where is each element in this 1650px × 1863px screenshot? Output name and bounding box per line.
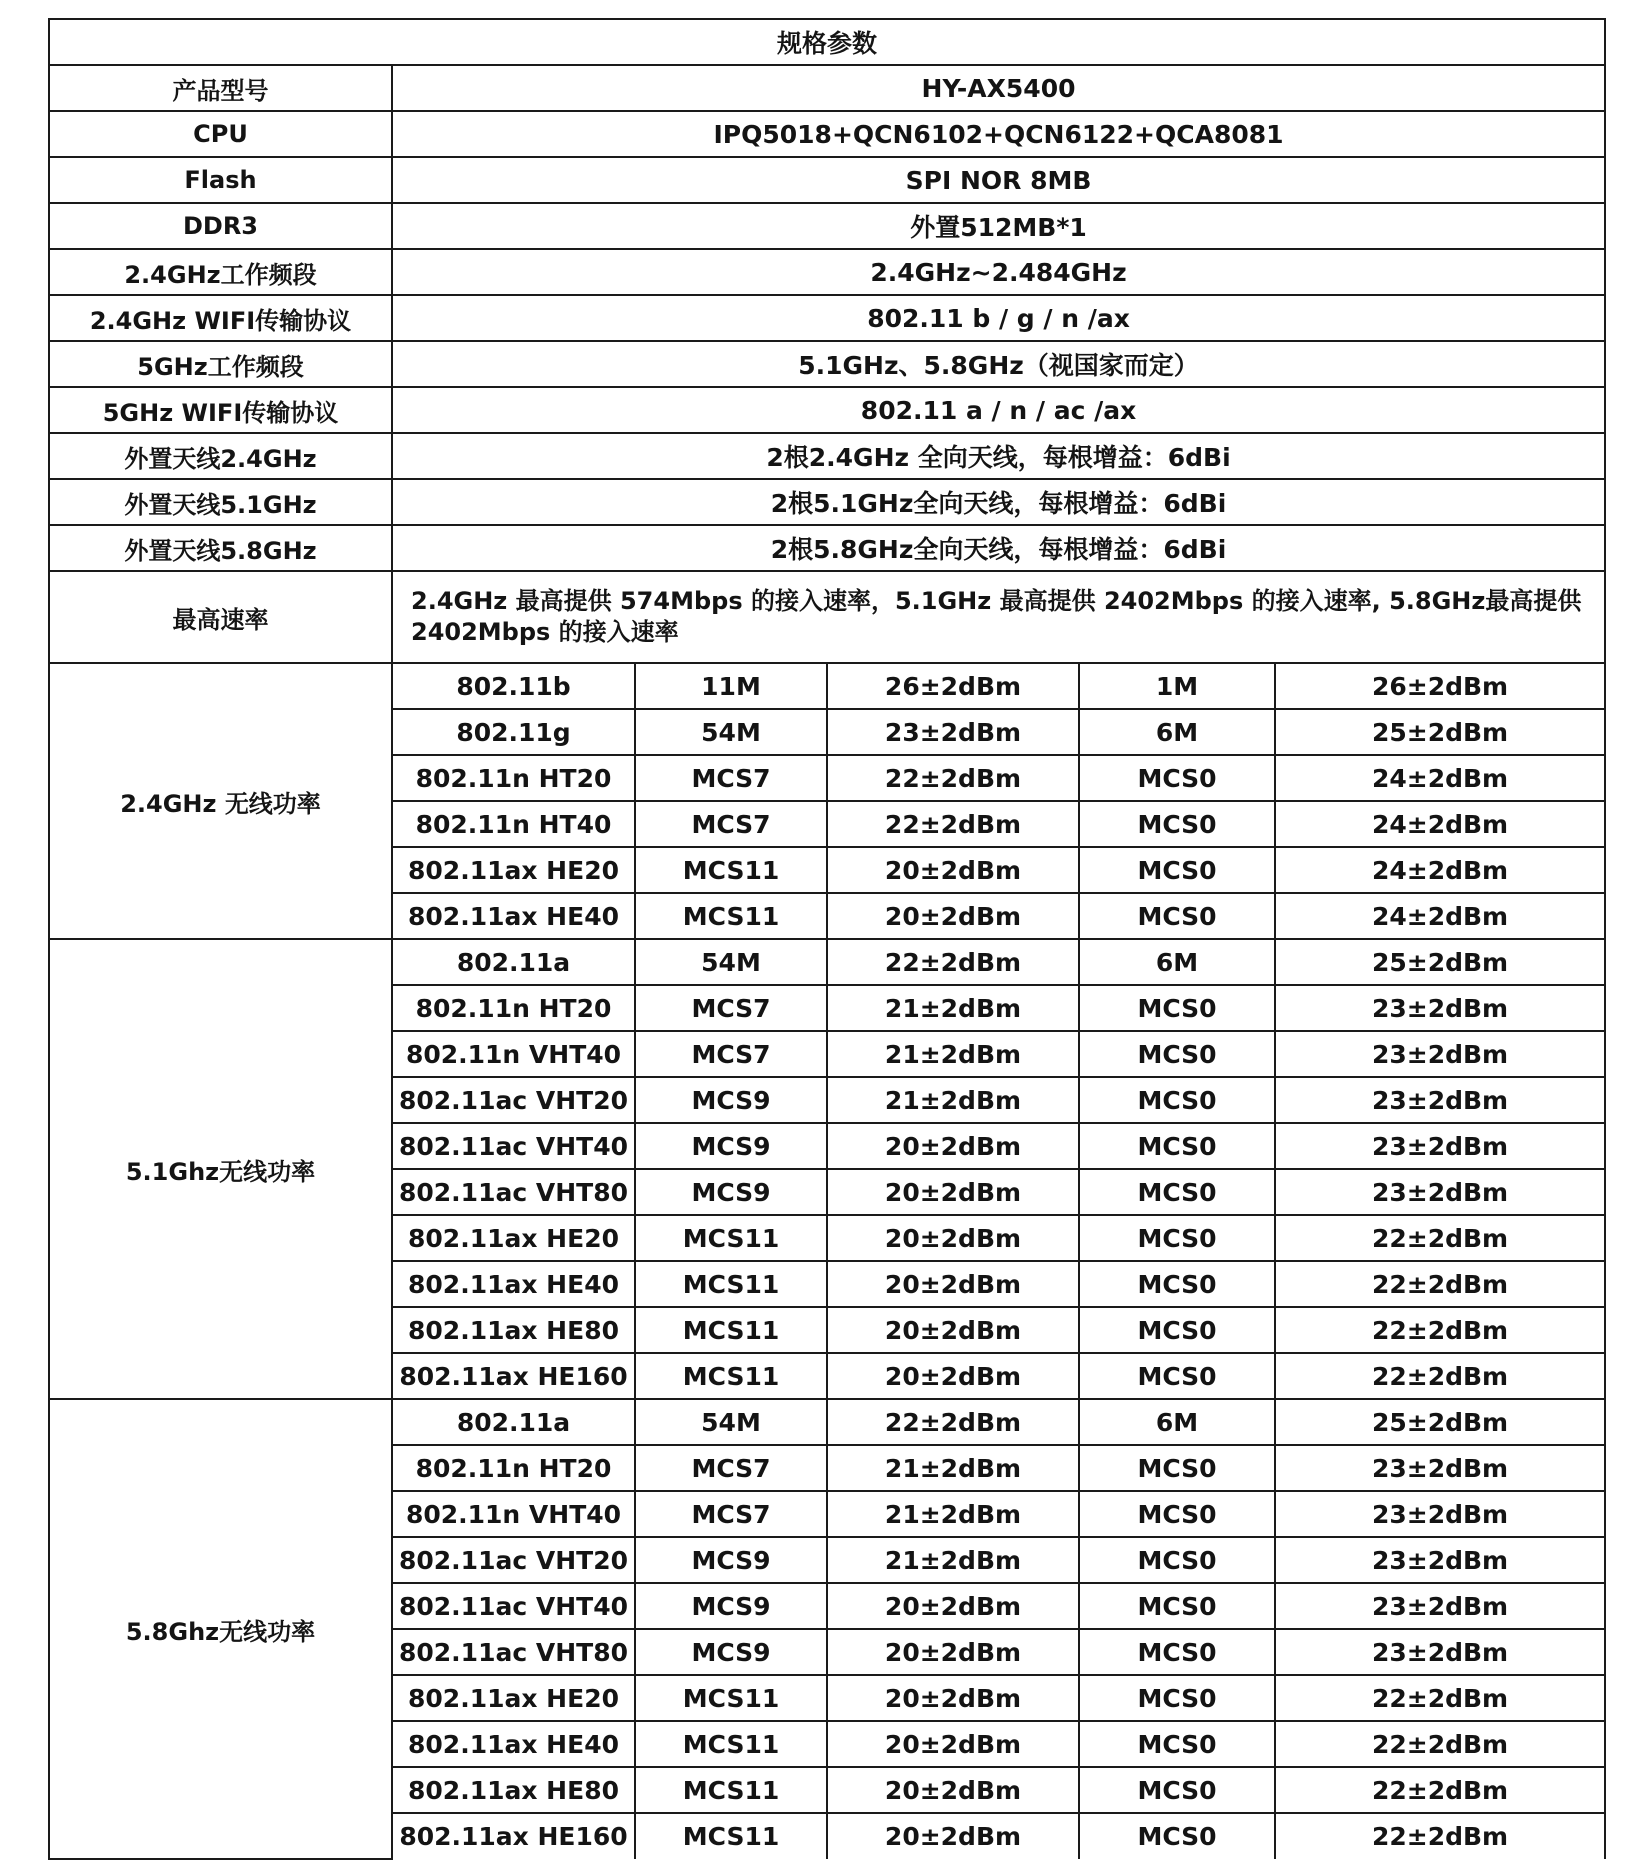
spec-row [49,249,1605,295]
max-power-cell: 22±2dBm [827,801,1079,847]
max-power-cell: 20±2dBm [827,1629,1079,1675]
mode-cell: 802.11n HT20 [392,1445,635,1491]
max-rate-label: 最高速率 [49,571,392,663]
max-rate-cell: MCS7 [635,985,827,1031]
min-power-cell: 23±2dBm [1275,1537,1605,1583]
max-rate-cell: 54M [635,939,827,985]
min-rate-cell: MCS0 [1079,1491,1275,1537]
max-power-cell: 23±2dBm [827,709,1079,755]
max-rate-cell: MCS7 [635,1031,827,1077]
table-title: 规格参数 [49,19,1605,65]
mode-cell: 802.11ax HE20 [392,1215,635,1261]
min-power-cell: 22±2dBm [1275,1721,1605,1767]
max-power-cell: 20±2dBm [827,1721,1079,1767]
mode-cell: 802.11ac VHT40 [392,1123,635,1169]
max-power-cell: 26±2dBm [827,663,1079,709]
max-rate-cell: MCS9 [635,1169,827,1215]
min-rate-cell: MCS0 [1079,1583,1275,1629]
max-power-cell: 20±2dBm [827,1215,1079,1261]
max-power-cell: 20±2dBm [827,1675,1079,1721]
max-power-cell: 20±2dBm [827,1123,1079,1169]
max-rate-cell: 54M [635,709,827,755]
spec-label: 外置天线5.8GHz [49,525,392,571]
mode-cell: 802.11a [392,939,635,985]
spec-row [49,341,1605,387]
max-power-cell: 21±2dBm [827,1031,1079,1077]
max-rate-cell: 11M [635,663,827,709]
spec-row [49,525,1605,571]
max-rate-cell: MCS11 [635,893,827,939]
spec-table [48,18,1606,1860]
max-power-cell: 21±2dBm [827,1491,1079,1537]
min-rate-cell: MCS0 [1079,1261,1275,1307]
spec-row [49,203,1605,249]
max-rate-value: 2.4GHz 最高提供 574Mbps 的接入速率，5.1GHz 最高提供 2402Mbps 的接入速率, 5.8GHz最高提供 2402Mbps 的接入速率 [392,571,1605,663]
mode-cell: 802.11ax HE160 [392,1353,635,1399]
spec-value: IPQ5018+QCN6102+QCN6122+QCA8081 [392,111,1605,157]
max-rate-cell: MCS9 [635,1537,827,1583]
max-power-cell: 20±2dBm [827,1169,1079,1215]
max-rate-row [49,571,1605,663]
spec-label: 2.4GHz WIFI传输协议 [49,295,392,341]
min-rate-cell: MCS0 [1079,1721,1275,1767]
mode-cell: 802.11ax HE40 [392,893,635,939]
max-power-cell: 21±2dBm [827,1537,1079,1583]
max-rate-cell: MCS11 [635,1767,827,1813]
mode-cell: 802.11g [392,709,635,755]
spec-value: 802.11 b / g / n /ax [392,295,1605,341]
spec-row [49,479,1605,525]
mode-cell: 802.11ac VHT80 [392,1169,635,1215]
min-rate-cell: MCS0 [1079,801,1275,847]
max-rate-cell: MCS7 [635,801,827,847]
spec-label: 产品型号 [49,65,392,111]
min-power-cell: 24±2dBm [1275,847,1605,893]
mode-cell: 802.11n HT20 [392,755,635,801]
min-power-cell: 22±2dBm [1275,1215,1605,1261]
max-rate-cell: MCS7 [635,1445,827,1491]
min-power-cell: 23±2dBm [1275,1491,1605,1537]
power-row [49,1399,1605,1445]
min-rate-cell: MCS0 [1079,1767,1275,1813]
min-rate-cell: MCS0 [1079,847,1275,893]
min-power-cell: 25±2dBm [1275,709,1605,755]
min-power-cell: 24±2dBm [1275,755,1605,801]
max-rate-cell: MCS11 [635,1721,827,1767]
min-rate-cell: MCS0 [1079,893,1275,939]
max-power-cell: 20±2dBm [827,1583,1079,1629]
spec-row [49,387,1605,433]
min-rate-cell: MCS0 [1079,1215,1275,1261]
max-power-cell: 20±2dBm [827,1353,1079,1399]
max-power-cell: 22±2dBm [827,939,1079,985]
max-power-cell: 21±2dBm [827,1077,1079,1123]
min-power-cell: 22±2dBm [1275,1307,1605,1353]
mode-cell: 802.11ax HE40 [392,1261,635,1307]
min-power-cell: 25±2dBm [1275,1399,1605,1445]
spec-value: 外置512MB*1 [392,203,1605,249]
spec-row [49,295,1605,341]
max-power-cell: 20±2dBm [827,1261,1079,1307]
power-row [49,939,1605,985]
mode-cell: 802.11ac VHT20 [392,1077,635,1123]
spec-row [49,433,1605,479]
min-rate-cell: MCS0 [1079,1031,1275,1077]
mode-cell: 802.11ax HE80 [392,1767,635,1813]
spec-value: 2根5.8GHz全向天线，每根增益：6dBi [392,525,1605,571]
spec-row [49,65,1605,111]
max-power-cell: 20±2dBm [827,847,1079,893]
max-rate-cell: MCS9 [635,1077,827,1123]
spec-value: 2根2.4GHz 全向天线，每根增益：6dBi [392,433,1605,479]
max-rate-cell: 54M [635,1399,827,1445]
power-group-label: 5.8Ghz无线功率 [49,1399,392,1859]
min-power-cell: 22±2dBm [1275,1675,1605,1721]
max-rate-cell: MCS11 [635,847,827,893]
min-rate-cell: MCS0 [1079,985,1275,1031]
mode-cell: 802.11ax HE80 [392,1307,635,1353]
max-rate-cell: MCS11 [635,1675,827,1721]
spec-value: 802.11 a / n / ac /ax [392,387,1605,433]
spec-value: SPI NOR 8MB [392,157,1605,203]
max-rate-cell: MCS11 [635,1307,827,1353]
spec-value: 2.4GHz~2.484GHz [392,249,1605,295]
max-rate-cell: MCS7 [635,1491,827,1537]
max-power-cell: 21±2dBm [827,1445,1079,1491]
min-rate-cell: MCS0 [1079,1077,1275,1123]
min-power-cell: 26±2dBm [1275,663,1605,709]
min-rate-cell: MCS0 [1079,1353,1275,1399]
min-power-cell: 22±2dBm [1275,1261,1605,1307]
spec-label: Flash [49,157,392,203]
min-rate-cell: MCS0 [1079,1169,1275,1215]
mode-cell: 802.11b [392,663,635,709]
min-rate-cell: MCS0 [1079,1123,1275,1169]
spec-label: 外置天线2.4GHz [49,433,392,479]
power-row [49,663,1605,709]
title-row [49,19,1605,65]
min-power-cell: 23±2dBm [1275,1077,1605,1123]
spec-value: 5.1GHz、5.8GHz（视国家而定） [392,341,1605,387]
power-group-label: 5.1Ghz无线功率 [49,939,392,1399]
max-power-cell: 22±2dBm [827,755,1079,801]
min-power-cell: 23±2dBm [1275,1031,1605,1077]
max-power-cell: 20±2dBm [827,1813,1079,1859]
max-rate-cell: MCS9 [635,1583,827,1629]
min-rate-cell: 6M [1079,939,1275,985]
min-rate-cell: MCS0 [1079,1537,1275,1583]
min-power-cell: 22±2dBm [1275,1353,1605,1399]
min-power-cell: 23±2dBm [1275,1169,1605,1215]
max-rate-cell: MCS11 [635,1261,827,1307]
min-power-cell: 25±2dBm [1275,939,1605,985]
min-power-cell: 23±2dBm [1275,1123,1605,1169]
spec-label: 5GHz工作频段 [49,341,392,387]
max-rate-cell: MCS11 [635,1813,827,1859]
mode-cell: 802.11n VHT40 [392,1031,635,1077]
min-rate-cell: MCS0 [1079,1307,1275,1353]
max-power-cell: 20±2dBm [827,1767,1079,1813]
min-power-cell: 22±2dBm [1275,1813,1605,1859]
min-rate-cell: 1M [1079,663,1275,709]
min-power-cell: 23±2dBm [1275,1629,1605,1675]
min-rate-cell: 6M [1079,709,1275,755]
spec-row [49,157,1605,203]
mode-cell: 802.11ax HE20 [392,1675,635,1721]
min-power-cell: 23±2dBm [1275,985,1605,1031]
mode-cell: 802.11n VHT40 [392,1491,635,1537]
max-power-cell: 22±2dBm [827,1399,1079,1445]
max-power-cell: 20±2dBm [827,893,1079,939]
spec-value: 2根5.1GHz全向天线，每根增益：6dBi [392,479,1605,525]
min-rate-cell: MCS0 [1079,1813,1275,1859]
mode-cell: 802.11n HT40 [392,801,635,847]
max-rate-cell: MCS9 [635,1123,827,1169]
spec-row [49,111,1605,157]
mode-cell: 802.11ax HE160 [392,1813,635,1859]
spec-label: 外置天线5.1GHz [49,479,392,525]
spec-label: 5GHz WIFI传输协议 [49,387,392,433]
min-rate-cell: MCS0 [1079,1629,1275,1675]
min-rate-cell: MCS0 [1079,1445,1275,1491]
max-rate-cell: MCS11 [635,1353,827,1399]
min-rate-cell: MCS0 [1079,1675,1275,1721]
spec-value: HY-AX5400 [392,65,1605,111]
min-power-cell: 23±2dBm [1275,1583,1605,1629]
max-rate-cell: MCS7 [635,755,827,801]
min-power-cell: 24±2dBm [1275,801,1605,847]
mode-cell: 802.11a [392,1399,635,1445]
mode-cell: 802.11ac VHT40 [392,1583,635,1629]
mode-cell: 802.11ac VHT80 [392,1629,635,1675]
min-power-cell: 22±2dBm [1275,1767,1605,1813]
spec-label: 2.4GHz工作频段 [49,249,392,295]
min-rate-cell: MCS0 [1079,755,1275,801]
spec-label: DDR3 [49,203,392,249]
mode-cell: 802.11ac VHT20 [392,1537,635,1583]
power-group-label: 2.4GHz 无线功率 [49,663,392,939]
mode-cell: 802.11ax HE20 [392,847,635,893]
mode-cell: 802.11n HT20 [392,985,635,1031]
min-power-cell: 23±2dBm [1275,1445,1605,1491]
max-rate-cell: MCS11 [635,1215,827,1261]
spec-label: CPU [49,111,392,157]
min-power-cell: 24±2dBm [1275,893,1605,939]
max-rate-cell: MCS9 [635,1629,827,1675]
max-power-cell: 20±2dBm [827,1307,1079,1353]
mode-cell: 802.11ax HE40 [392,1721,635,1767]
max-power-cell: 21±2dBm [827,985,1079,1031]
min-rate-cell: 6M [1079,1399,1275,1445]
